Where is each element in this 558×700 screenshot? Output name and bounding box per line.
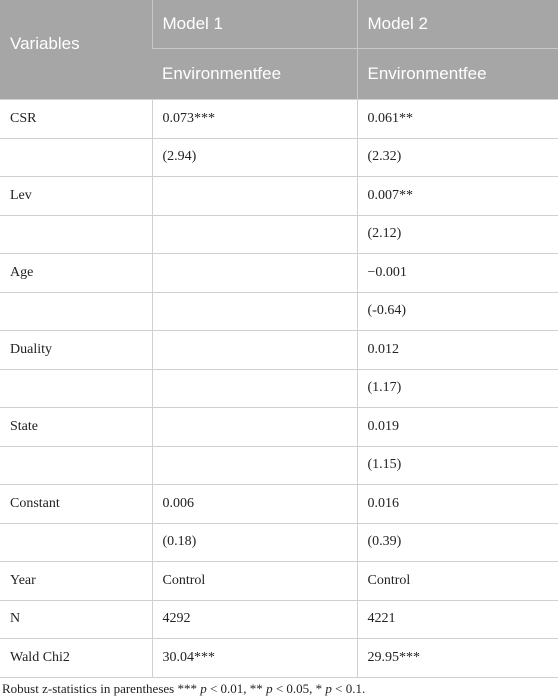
model2-cell: −0.001 — [357, 254, 558, 293]
table-header — [0, 0, 558, 100]
model2-cell: 0.012 — [357, 331, 558, 370]
model2-cell: 29.95*** — [357, 639, 558, 678]
model1-header: Model 1 — [152, 0, 357, 49]
footnote-p: p — [325, 681, 332, 696]
model2-cell: 4221 — [357, 600, 558, 639]
variable-cell: Wald Chi2 — [0, 639, 152, 678]
model1-cell — [152, 408, 357, 447]
table-row — [0, 177, 558, 216]
model2-cell: (0.39) — [357, 523, 558, 562]
variable-cell: N — [0, 600, 152, 639]
table-row — [0, 446, 558, 485]
model1-dependent-header: Environmentfee — [152, 49, 357, 100]
model2-cell: 0.016 — [357, 485, 558, 524]
variable-cell: Constant — [0, 485, 152, 524]
variable-cell — [0, 138, 152, 177]
model2-dependent-header: Environmentfee — [357, 49, 558, 100]
variable-cell — [0, 215, 152, 254]
variables-header: Variables — [0, 0, 152, 100]
model2-cell: (1.17) — [357, 369, 558, 408]
model1-cell: Control — [152, 562, 357, 601]
model1-cell — [152, 254, 357, 293]
footnote-t2: < 0.05, * — [272, 681, 326, 696]
model1-cell: 4292 — [152, 600, 357, 639]
model1-cell — [152, 446, 357, 485]
table-row — [0, 485, 558, 524]
variable-cell — [0, 369, 152, 408]
table-row — [0, 523, 558, 562]
footnote-p: p — [200, 681, 207, 696]
model1-cell — [152, 177, 357, 216]
model2-cell: Control — [357, 562, 558, 601]
table-row — [0, 562, 558, 601]
model2-cell: (2.12) — [357, 215, 558, 254]
model1-cell — [152, 331, 357, 370]
table-row — [0, 369, 558, 408]
footnote-prefix: Robust z-statistics in parentheses *** — [2, 681, 201, 696]
model1-cell — [152, 369, 357, 408]
variable-cell — [0, 446, 152, 485]
model2-cell: (1.15) — [357, 446, 558, 485]
table-row — [0, 600, 558, 639]
table-row — [0, 215, 558, 254]
header-row-models — [0, 0, 558, 49]
model2-cell: (2.32) — [357, 138, 558, 177]
variable-cell: Age — [0, 254, 152, 293]
variable-cell: CSR — [0, 100, 152, 139]
variable-cell: Duality — [0, 331, 152, 370]
table-row — [0, 292, 558, 331]
model1-cell: (2.94) — [152, 138, 357, 177]
model1-cell: 30.04*** — [152, 639, 357, 678]
table-row — [0, 254, 558, 293]
model2-header: Model 2 — [357, 0, 558, 49]
table-row — [0, 100, 558, 139]
footnote-t3: < 0.1. — [331, 681, 366, 696]
table-row — [0, 138, 558, 177]
model2-cell: 0.019 — [357, 408, 558, 447]
model1-cell — [152, 292, 357, 331]
table-row — [0, 639, 558, 678]
variable-cell — [0, 523, 152, 562]
table-body — [0, 100, 558, 678]
table-row — [0, 408, 558, 447]
model2-cell: 0.007** — [357, 177, 558, 216]
variable-cell — [0, 292, 152, 331]
variable-cell: State — [0, 408, 152, 447]
table-footnote — [2, 681, 365, 697]
variable-cell: Lev — [0, 177, 152, 216]
model1-cell: 0.073*** — [152, 100, 357, 139]
model2-cell: (-0.64) — [357, 292, 558, 331]
footnote-p: p — [266, 681, 273, 696]
variable-cell: Year — [0, 562, 152, 601]
table-row — [0, 331, 558, 370]
model1-cell: 0.006 — [152, 485, 357, 524]
model2-cell: 0.061** — [357, 100, 558, 139]
model1-cell: (0.18) — [152, 523, 357, 562]
model1-cell — [152, 215, 357, 254]
footnote-t1: < 0.01, ** — [206, 681, 267, 696]
